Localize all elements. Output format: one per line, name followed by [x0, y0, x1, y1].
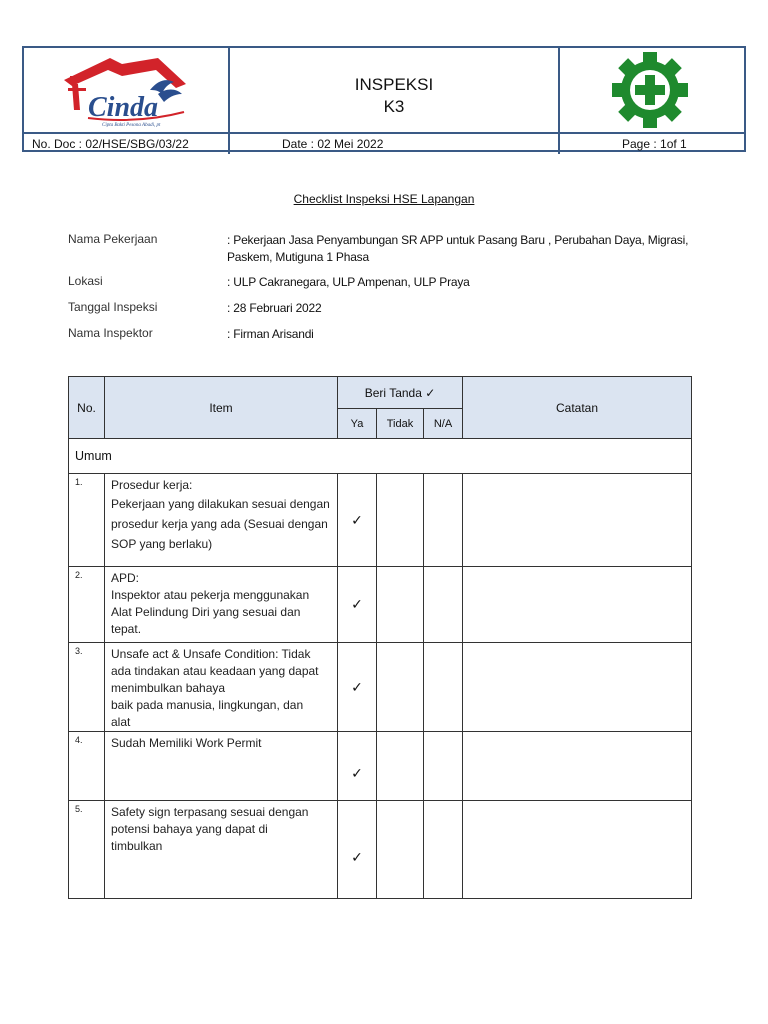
checklist-table: [68, 376, 692, 899]
item-line: menimbulkan bahaya: [111, 681, 226, 695]
field-label-lokasi: Lokasi: [68, 274, 103, 288]
column-header-catatan: Catatan: [463, 377, 692, 439]
catatan-cell[interactable]: [463, 567, 692, 643]
header-divider: [558, 48, 560, 132]
item-line: tepat.: [111, 622, 142, 636]
field-label-nama-pekerjaan: Nama Pekerjaan: [68, 232, 158, 246]
column-header-tidak: Tidak: [377, 409, 424, 439]
catatan-cell[interactable]: [463, 643, 692, 732]
table-row: [69, 732, 692, 801]
field-value-nama-pekerjaan: : Pekerjaan Jasa Penyambungan SR APP untuk Pasang Baru , Perubahan Daya, Migrasi, Paskem, Mutiguna 1 Phasa: [227, 233, 689, 264]
item-line: alat: [111, 715, 131, 729]
item-line: Sudah Memiliki Work Permit: [111, 736, 262, 750]
row-number: 1.: [69, 474, 105, 567]
item-line: Prosedur kerja:: [111, 478, 193, 492]
checkbox-ya[interactable]: ✓: [338, 567, 377, 643]
field-value-tanggal-inspeksi: : 28 Februari 2022: [227, 301, 322, 315]
document-title: Checklist Inspeksi HSE Lapangan: [293, 192, 475, 206]
item-line: Safety sign terpasang sesuai dengan: [111, 805, 309, 819]
catatan-cell[interactable]: [463, 801, 692, 899]
row-number: 5.: [69, 801, 105, 899]
company-logo: [58, 54, 198, 133]
k3-safety-gear-icon: [598, 51, 702, 134]
header-title-line1: INSPEKSI: [354, 75, 434, 94]
logo-tagline: Cipta Bakti Pesona Abadi, pt: [102, 123, 161, 128]
logo-wordmark: Cinda: [88, 92, 159, 123]
document-header: [22, 46, 746, 152]
row-number: 4.: [69, 732, 105, 801]
checkbox-tidak[interactable]: [377, 643, 424, 732]
table-row: [69, 643, 692, 732]
item-line: Pekerjaan yang dilakukan sesuai dengan: [111, 497, 330, 511]
checkbox-tidak[interactable]: [377, 732, 424, 801]
checkbox-ya[interactable]: ✓: [338, 801, 377, 899]
checkbox-ya[interactable]: ✓: [338, 643, 377, 732]
doc-date: Date : 02 Mei 2022: [282, 137, 384, 151]
item-line: Alat Pelindung Diri yang sesuai dan: [111, 605, 301, 619]
checkbox-na[interactable]: [424, 643, 463, 732]
column-header-ya: Ya: [338, 409, 377, 439]
section-row: [69, 439, 692, 474]
header-top-row: [24, 48, 744, 132]
row-item-text: [105, 801, 338, 899]
column-header-na: N/A: [424, 409, 463, 439]
checkbox-na[interactable]: [424, 567, 463, 643]
row-item-text: [105, 643, 338, 732]
column-header-item: Item: [105, 377, 338, 439]
row-number: 3.: [69, 643, 105, 732]
checkbox-na[interactable]: [424, 474, 463, 567]
header-divider: [558, 134, 560, 154]
item-line: Unsafe act & Unsafe Condition: Tidak: [111, 647, 311, 661]
row-number: 2.: [69, 567, 105, 643]
row-item-text: [105, 474, 338, 567]
field-label-tanggal-inspeksi: Tanggal Inspeksi: [68, 300, 158, 314]
checkbox-tidak[interactable]: [377, 567, 424, 643]
checkbox-na[interactable]: [424, 732, 463, 801]
section-label-umum: Umum: [69, 439, 692, 474]
item-line: prosedur kerja yang ada (Sesuai dengan: [111, 517, 328, 531]
item-line: timbulkan: [111, 839, 163, 853]
table-row: [69, 567, 692, 643]
field-label-nama-inspektor: Nama Inspektor: [68, 326, 153, 340]
checkbox-tidak[interactable]: [377, 474, 424, 567]
header-title-line2: K3: [383, 97, 405, 116]
item-line: baik pada manusia, lingkungan, dan: [111, 698, 304, 712]
item-line: APD:: [111, 571, 140, 585]
item-line: Inspektor atau pekerja menggunakan: [111, 588, 310, 602]
page-indicator: Page : 1of 1: [622, 137, 687, 151]
item-line: potensi bahaya yang dapat di: [111, 822, 268, 836]
checkbox-na[interactable]: [424, 801, 463, 899]
column-header-beri-tanda: Beri Tanda ✓: [338, 377, 463, 409]
header-bottom-row: [24, 132, 744, 154]
catatan-cell[interactable]: [463, 732, 692, 801]
table-row: [69, 801, 692, 899]
field-value-nama-inspektor: : Firman Arisandi: [227, 327, 314, 341]
item-line: SOP yang berlaku): [111, 537, 213, 551]
row-item-text: [105, 567, 338, 643]
catatan-cell[interactable]: [463, 474, 692, 567]
table-row: [69, 474, 692, 567]
item-line: ada tindakan atau keadaan yang dapat: [111, 664, 319, 678]
header-title: [230, 74, 558, 118]
header-divider: [228, 134, 230, 154]
field-value-lokasi: : ULP Cakranegara, ULP Ampenan, ULP Praya: [227, 275, 470, 289]
row-item-text: [105, 732, 338, 801]
doc-number: No. Doc : 02/HSE/SBG/03/22: [32, 137, 189, 151]
checkbox-ya[interactable]: ✓: [338, 732, 377, 801]
checkbox-ya[interactable]: ✓: [338, 474, 377, 567]
checkbox-tidak[interactable]: [377, 801, 424, 899]
column-header-no: No.: [69, 377, 105, 439]
